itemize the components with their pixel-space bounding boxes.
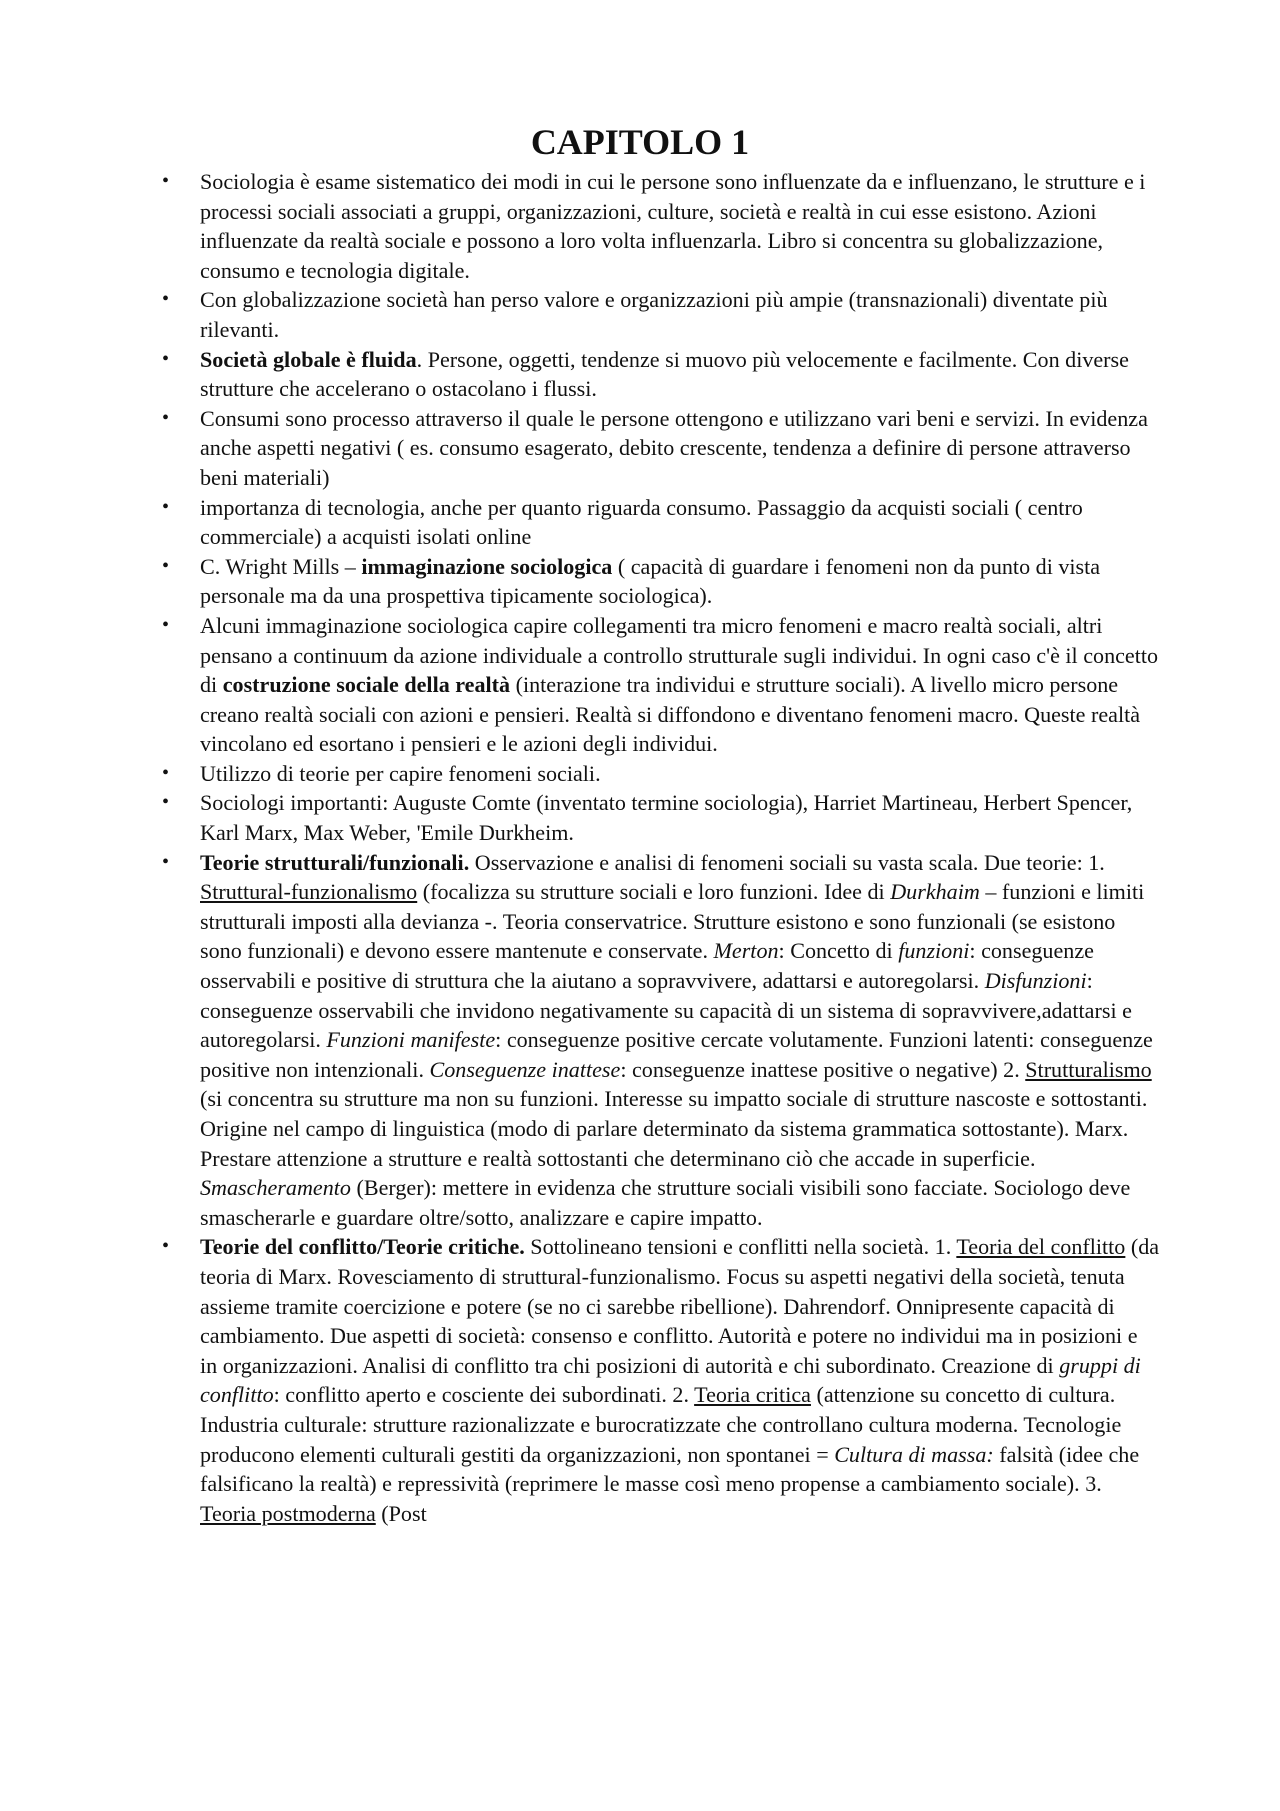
list-item-text xyxy=(200,613,1158,756)
text-run: falsità (idee che falsificano la realtà) e repressività (reprimere le masse così meno propense a cambiamento sociale). 3. xyxy=(200,1441,1140,1497)
list-item xyxy=(162,788,1160,847)
page-title: CAPITOLO 1 xyxy=(530,122,750,162)
list-item-text xyxy=(200,761,601,786)
text-run: . Persone, oggetti, tendenze si muovo più velocemente e facilmente. Con diverse strutture che accelerano o ostacolano i flussi. xyxy=(200,346,1129,402)
list-item xyxy=(162,759,1160,789)
text-run: Sociologia è esame sistematico dei modi in cui le persone sono influenzate da e influenzano, le strutture e i processi sociali associati a gruppi, organizzazioni, culture, società e realtà in cui esse esistono. Azioni influenzate da realtà sociale e possono a loro volta influenzarla. Libro si concentra su globalizzazione, consumo e tecnologia digitale. xyxy=(200,169,1146,283)
list-item-text xyxy=(200,850,1153,1230)
text-run: : conseguenze inattese positive o negative) 2. xyxy=(620,1056,1026,1082)
bullet-list xyxy=(162,167,1160,1528)
italic-text: Cultura di massa: xyxy=(834,1441,994,1467)
text-run: (interazione tra individui e strutture sociali). A livello micro persone creano realtà sociali con azioni e pensieri. Realtà si diffondono e diventano fenomeni macro. Queste realtà vincolano ed esortano i pensieri e le azioni degli individui. xyxy=(200,672,1141,757)
bullet-marker: • xyxy=(162,288,170,311)
text-run: (da teoria di Marx. Rovesciamento di struttural-funzionalismo. Focus su aspetti negativi della società, tenuta assieme tramite coercizione e potere (se no ci sarebbe ribellione). Dahrendorf. Onnipresente capacità di cambiamento. Due aspetti di società: consenso e conflitto. Autorità e potere no individui ma in posizioni e in organizzazioni. Analisi di conflitto tra chi posizioni di autorità e chi subordinato. Creazione di xyxy=(200,1234,1160,1378)
text-run: (Post xyxy=(375,1500,427,1526)
text-run: (Berger): mettere in evidenza che strutture sociali visibili sono facciate. Sociologo deve smascherarle e guardare oltre/sotto, analizzare e capire impatto. xyxy=(200,1175,1131,1230)
text-run: Consumi sono processo attraverso il quale le persone ottengono e utilizzano vari beni e servizi. In evidenza anche aspetti negativi ( es. consumo esagerato, debito crescente, tendenza a definire di persone attraverso beni materiali) xyxy=(200,405,1148,490)
bullet-marker: • xyxy=(162,761,170,784)
bullet-marker: • xyxy=(162,791,170,814)
bullet-marker: • xyxy=(162,406,170,429)
text-run: : conseguenze osservabili e positive di struttura che la aiutano a sopravvivere, adattarsi e autoregolarsi. xyxy=(200,938,1094,994)
underlined-text: Teoria critica xyxy=(694,1382,811,1408)
list-item-text xyxy=(200,790,1132,845)
bold-text: Teorie strutturali/funzionali. xyxy=(200,849,470,875)
bullet-marker: • xyxy=(162,495,170,518)
bullet-marker: • xyxy=(162,170,170,192)
list-item xyxy=(162,848,1160,1233)
text-run: C. Wright Mills – xyxy=(200,553,362,579)
italic-text: Durkhaim xyxy=(890,879,980,905)
italic-text: Smascheramento xyxy=(200,1175,351,1201)
underlined-text: Strutturalismo xyxy=(1025,1056,1152,1082)
list-item xyxy=(162,493,1160,552)
bold-text: Società globale è fluida xyxy=(200,346,417,372)
list-item xyxy=(162,404,1160,493)
text-run: Osservazione e analisi di fenomeni sociali su vasta scala. Due teorie: 1. xyxy=(469,849,1105,875)
bullet-marker: • xyxy=(162,347,170,370)
list-item xyxy=(162,1232,1160,1528)
text-run: Sociologi importanti: Auguste Comte (inventato termine sociologia), Harriet Martineau, Herbert Spencer, Karl Marx, Max Weber, 'Emile Durkheim. xyxy=(200,790,1133,846)
underlined-text: Teoria postmoderna xyxy=(200,1500,376,1526)
text-run: : conflitto aperto e cosciente dei subordinati. 2. xyxy=(273,1382,695,1408)
text-run: Alcuni immaginazione sociologica capire collegamenti tra micro fenomeni e macro realtà sociali, altri pensano a continuum da azione individuale a controllo strutturale sugli individui. In ogni caso c'è il concetto di xyxy=(200,612,1159,698)
list-item-text xyxy=(200,347,1129,402)
text-run: importanza di tecnologia, anche per quanto riguarda consumo. Passaggio da acquisti sociali ( centro commerciale) a acquisti isolati online xyxy=(200,494,1083,550)
text-run: Sottolineano tensioni e conflitti nella società. 1. xyxy=(524,1234,957,1260)
bold-text: immaginazione sociologica xyxy=(361,553,613,579)
list-item xyxy=(162,611,1160,759)
list-item xyxy=(162,167,1160,285)
underlined-text: Struttural-funzionalismo xyxy=(200,879,418,905)
list-item xyxy=(162,285,1160,344)
list-item xyxy=(162,345,1160,404)
list-item xyxy=(162,552,1160,611)
text-run: – funzioni e limiti strutturali imposti alla devianza -. Teoria conservatrice. Strutture esistono e sono funzionali (se esistono sono funzionali) e devono essere mantenute e conservate. xyxy=(200,879,1145,964)
text-run: (attenzione su concetto di cultura. Industria culturale: strutture razionalizzate e burocratizzate che controllano cultura moderna. Tecnologie producono elementi culturali gestiti da organizzazioni, non spontanei = xyxy=(200,1382,1122,1467)
italic-text: Merton xyxy=(713,938,779,964)
list-item-text xyxy=(200,406,1148,490)
italic-text: funzioni xyxy=(898,938,970,964)
list-item-text xyxy=(200,1234,1159,1525)
italic-text: gruppi di conflitto xyxy=(200,1352,1141,1408)
bold-text: costruzione sociale della realtà xyxy=(222,672,511,698)
text-run: : conseguenze positive cercate volutamente. Funzioni latenti: conseguenze positive non intenzionali. xyxy=(200,1027,1153,1082)
italic-text: Disfunzioni xyxy=(984,968,1087,994)
list-item-text xyxy=(200,287,1108,342)
bullet-marker: • xyxy=(162,1235,170,1258)
text-run: Con globalizzazione società han perso valore e organizzazioni più ampie (transnazionali) diventate più rilevanti. xyxy=(200,287,1108,342)
underlined-text: Teoria del conflitto xyxy=(956,1234,1126,1260)
text-run: : conseguenze osservabili che invidono negativamente su capacità di un sistema di sopravvivere,adattarsi e autoregolarsi. xyxy=(200,968,1132,1053)
list-item-text xyxy=(200,495,1083,550)
text-run: : Concetto di xyxy=(778,938,899,964)
text-run: ( capacità di guardare i fenomeni non da punto di vista personale ma da una prospettiva tipicamente sociologica). xyxy=(200,553,1101,609)
list-item-text xyxy=(200,554,1100,609)
bullet-marker: • xyxy=(162,554,170,577)
italic-text: Conseguenze inattese xyxy=(429,1056,621,1082)
bullet-marker: • xyxy=(162,613,170,636)
text-run: (si concentra su strutture ma non su funzioni. Interesse su impatto sociale di strutture nascoste e sottostanti. Origine nel campo di linguistica (modo di parlare determinato da sistema grammatica sottostante). Marx. Prestare attenzione a strutture e realtà sottostanti che determinano ciò che accade in superficie. xyxy=(200,1086,1148,1171)
italic-text: Funzioni manifeste xyxy=(326,1027,496,1053)
bullet-marker: • xyxy=(162,850,170,873)
list-item-text xyxy=(200,169,1145,283)
text-run: (focalizza su strutture sociali e loro funzioni. Idee di xyxy=(417,879,891,905)
text-run: Utilizzo di teorie per capire fenomeni sociali. xyxy=(200,760,601,786)
bold-text: Teorie del conflitto/Teorie critiche. xyxy=(200,1234,525,1260)
